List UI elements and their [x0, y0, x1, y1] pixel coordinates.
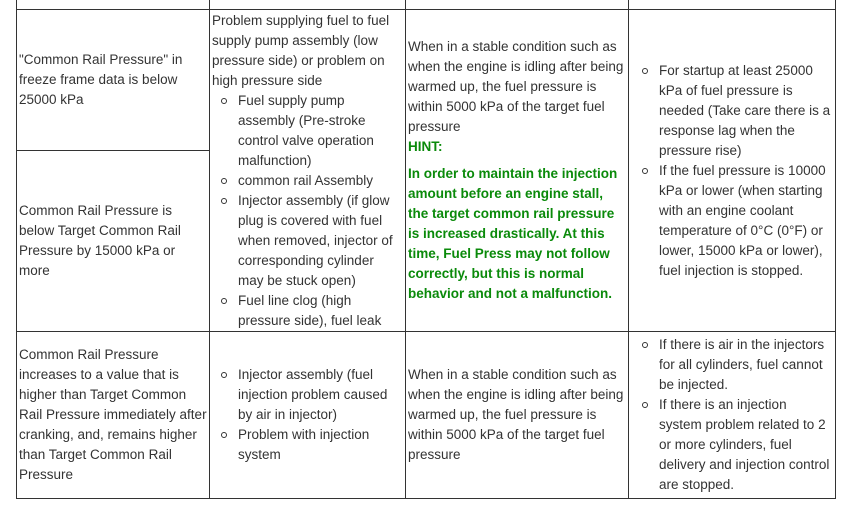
table-row	[17, 0, 836, 10]
normal-text: When in a stable condition such as when the engine is idling after being warmed up, the fuel pressure is within 5000 kPa of the target fuel pressure	[408, 367, 624, 462]
list-item: common rail Assembly	[238, 171, 403, 191]
table-row	[17, 10, 836, 151]
normal-cell	[406, 10, 629, 332]
notes-cell	[629, 10, 836, 332]
condition-cell: Common Rail Pressure is below Target Common Rail Pressure by 15000 kPa or more	[17, 151, 210, 332]
list-item: If there is an injection system problem related to 2 or more cylinders, fuel delivery and injection control are stopped.	[659, 395, 833, 495]
table-row	[17, 332, 836, 499]
hint-text: In order to maintain the injection amount before an engine stall, the target common rail pressure is increased drastically. At this time, Fuel Press may not follow correctly, but this is normal behavior and not a malfunction.	[408, 166, 618, 301]
list-item: Problem with injection system	[238, 425, 403, 465]
condition-cell: "Common Rail Pressure" in freeze frame data is below 25000 kPa	[17, 10, 210, 151]
table-cell	[629, 0, 836, 10]
list-item: Injector assembly (if glow plug is covered with fuel when removed, injector of corresponding cylinder may be stuck open)	[238, 191, 403, 291]
list-item: If there is air in the injectors for all cylinders, fuel cannot be injected.	[659, 335, 833, 395]
list-item: If the fuel pressure is 10000 kPa or lower (when starting with an engine coolant temperature of 0°C (0°F) or lower, 15000 kPa or lower), fuel injection is stopped.	[659, 161, 833, 281]
notes-list	[631, 61, 833, 281]
list-item: Fuel line clog (high pressure side), fuel leak	[238, 291, 403, 331]
notes-cell	[629, 332, 836, 499]
cause-cell	[210, 332, 406, 499]
list-item: Fuel supply pump assembly (Pre-stroke control valve operation malfunction)	[238, 91, 403, 171]
condition-cell: Common Rail Pressure increases to a value that is higher than Target Common Rail Pressure immediately after cranking, and, remains higher than Target Common Rail Pressure	[17, 332, 210, 499]
list-item: For startup at least 25000 kPa of fuel pressure is needed (Take care there is a response lag when the pressure rise)	[659, 61, 833, 161]
table-cell	[210, 0, 406, 10]
cause-cell	[210, 10, 406, 332]
cause-list	[212, 365, 403, 465]
hint-label: HINT:	[408, 139, 443, 154]
cause-list	[212, 91, 403, 331]
list-item: Injector assembly (fuel injection problem caused by air in injector)	[238, 365, 403, 425]
cause-intro: Problem supplying fuel to fuel supply pump assembly (low pressure side) or problem on high pressure side	[212, 13, 390, 88]
normal-cell	[406, 332, 629, 499]
table-cell	[406, 0, 629, 10]
table-cell	[17, 0, 210, 10]
normal-text: When in a stable condition such as when the engine is idling after being warmed up, the fuel pressure is within 5000 kPa of the target fuel pressure	[408, 39, 624, 134]
diagnostic-table	[16, 0, 836, 499]
notes-list	[631, 335, 833, 495]
